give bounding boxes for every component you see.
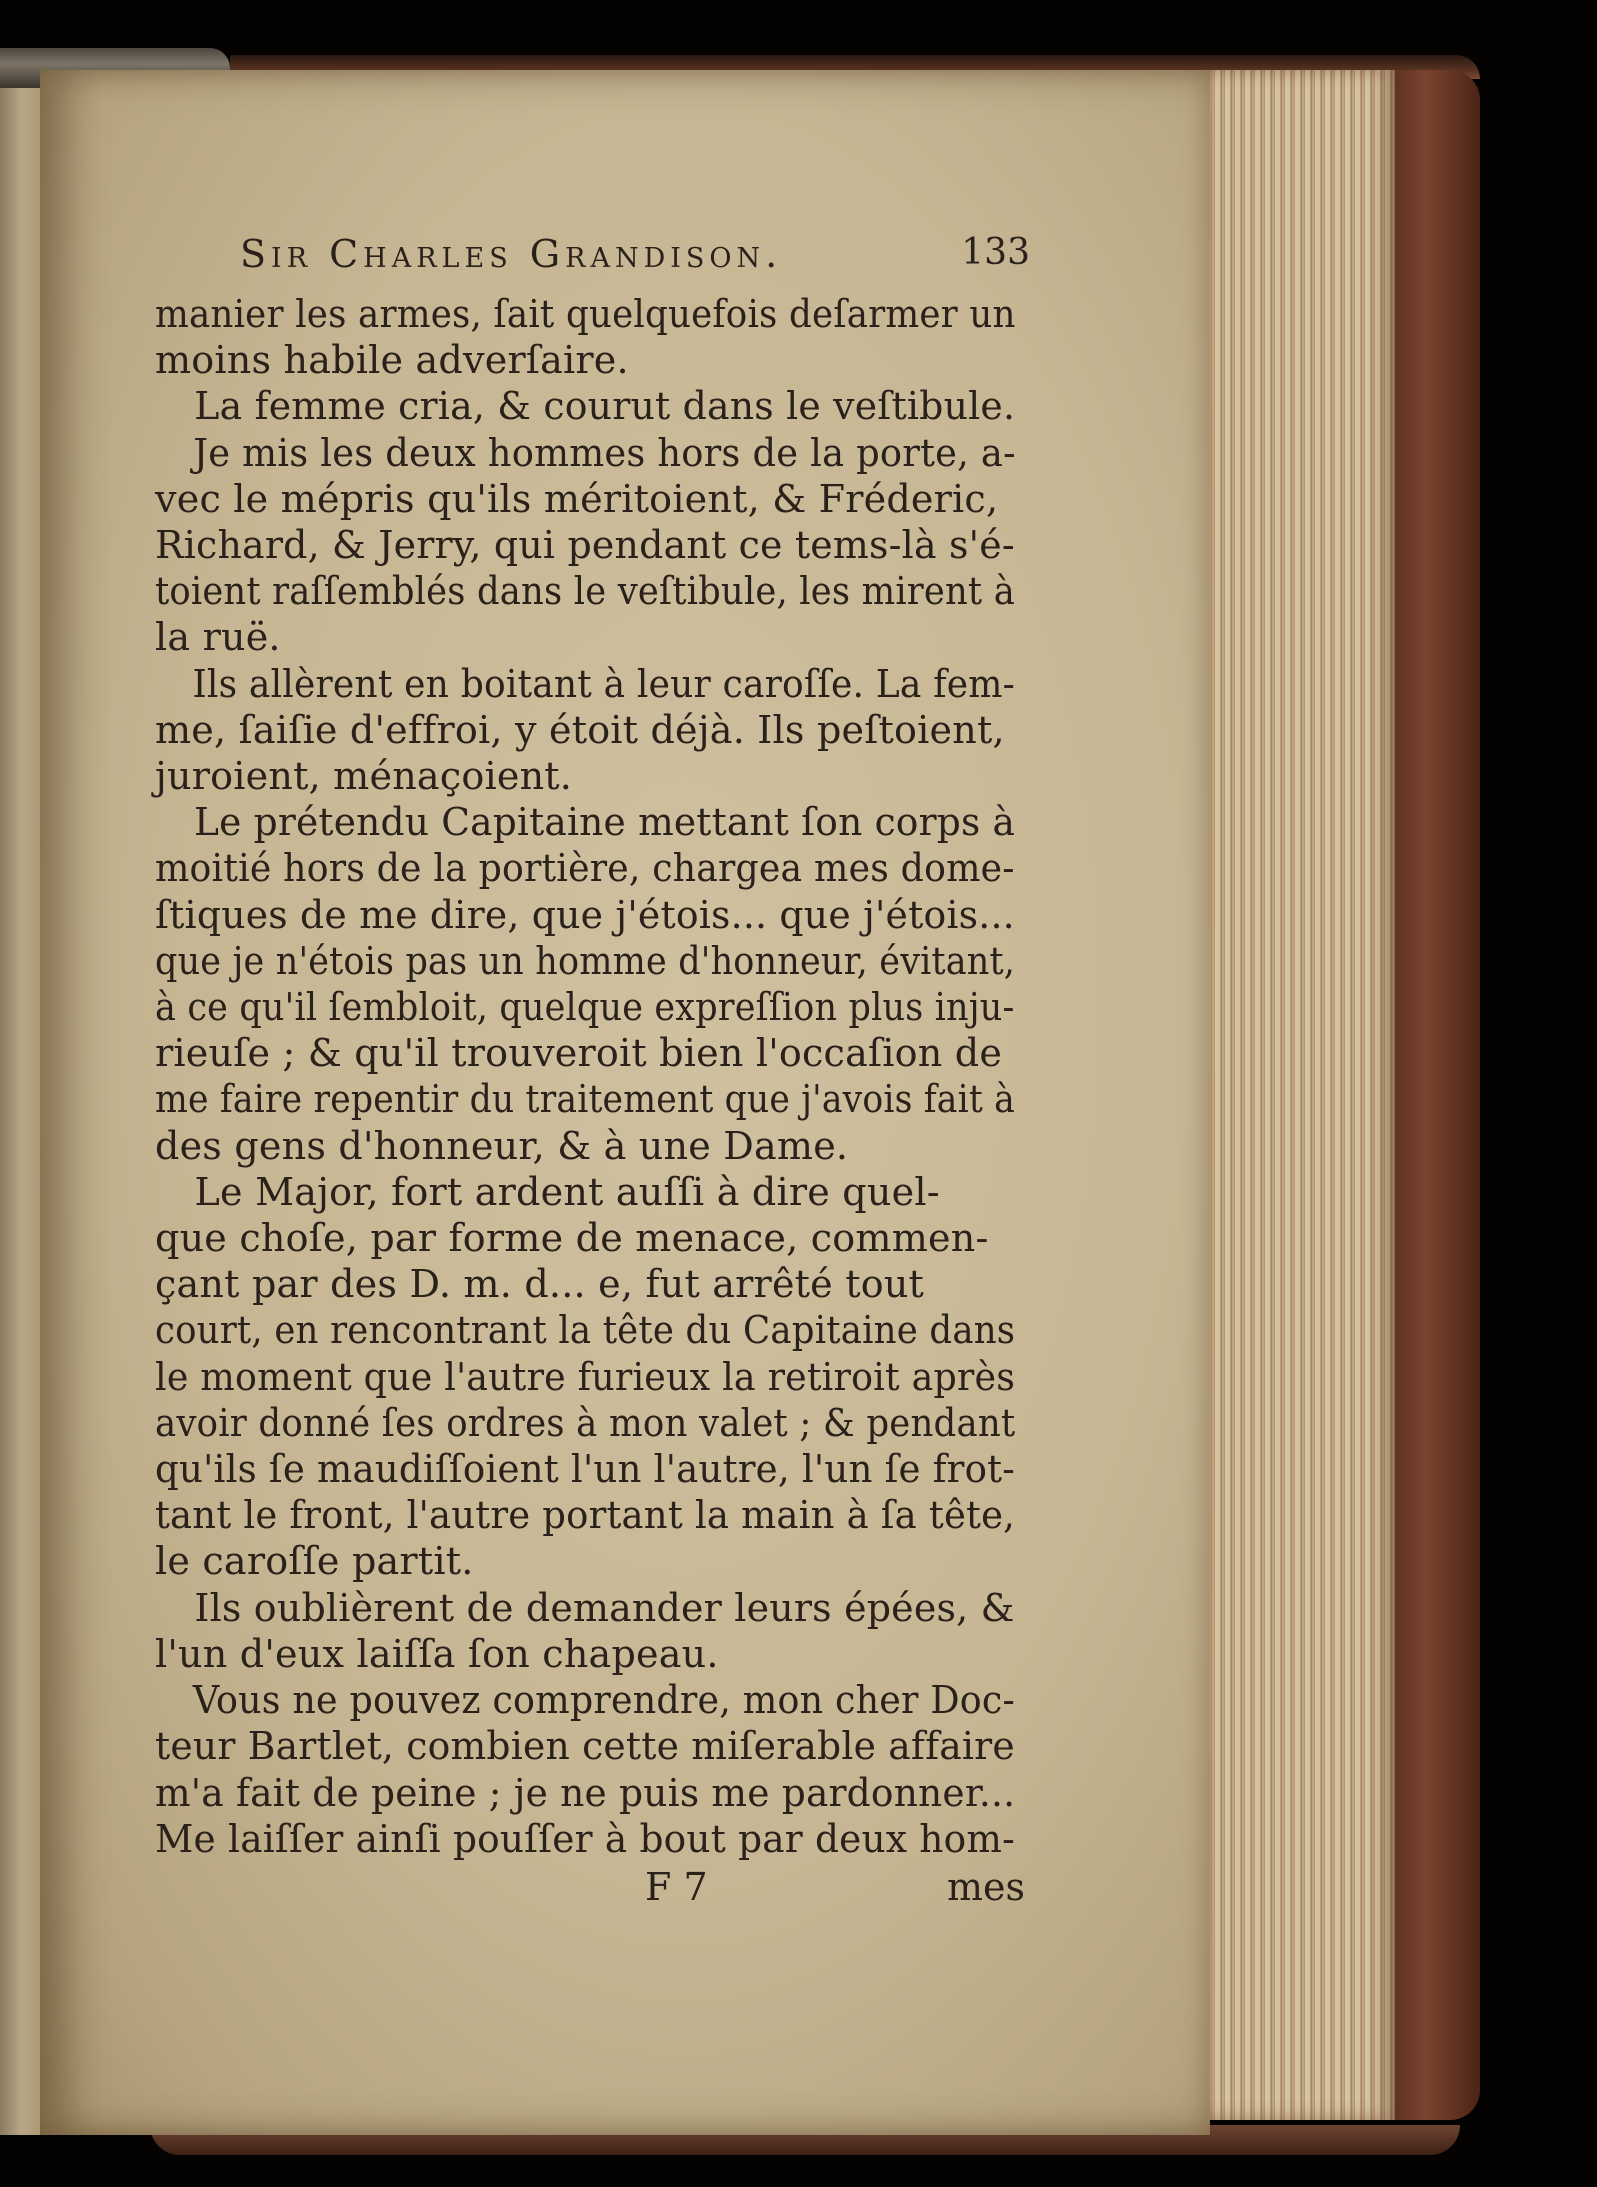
text-line: avoir donné ſes ordres à mon valet ; & pendant xyxy=(155,1400,1016,1446)
signature-mark: F 7 xyxy=(645,1865,708,1909)
book-cover-right xyxy=(1390,70,1480,2120)
text-line: des gens d'honneur, & à une Dame. xyxy=(155,1123,849,1169)
text-line: le moment que l'autre furieux la retiroit après xyxy=(155,1354,1016,1400)
text-line: que je n'étois pas un homme d'honneur, évitant, xyxy=(155,938,1016,984)
text-line: le caroſſe partit. xyxy=(155,1539,474,1585)
text-line: l'un d'eux laiſſa ſon chapeau. xyxy=(155,1631,719,1677)
text-line: teur Bartlet, combien cette miſerable affaire xyxy=(155,1724,1015,1770)
text-line: moins habile adverſaire. xyxy=(155,338,629,384)
text-line: Le Major, fort ardent auſſi à dire quel- xyxy=(194,1169,940,1215)
text-line: Ils allèrent en boitant à leur caroſſe. La fem- xyxy=(192,661,1015,707)
text-line: Je mis les deux hommes hors de la porte, a- xyxy=(193,430,1016,476)
text-line: me, ſaiſie d'effroi, y étoit déjà. Ils peſtoient, xyxy=(155,707,1005,753)
text-line: court, en rencontrant la tête du Capitaine dans xyxy=(155,1308,1016,1354)
text-line: Ils oublièrent de demander leurs épées, & xyxy=(194,1585,1015,1631)
text-line: Me laiſſer ainſi pouſſer à bout par deux hom- xyxy=(155,1816,1015,1862)
text-line: Vous ne pouvez comprendre, mon cher Doc- xyxy=(192,1678,1015,1724)
text-line: la ruë. xyxy=(155,615,281,661)
page-footer xyxy=(155,1865,1025,1911)
text-line: ſtiques de me dire, que j'étois... que j'étois... xyxy=(155,892,1015,938)
page-number: 133 xyxy=(961,232,1030,273)
text-line: moitié hors de la portière, chargea mes dome- xyxy=(155,846,1015,892)
text-line: vec le mépris qu'ils méritoient, & Fréderic, xyxy=(155,476,999,522)
text-line: rieuſe ; & qu'il trouveroit bien l'occaſion de xyxy=(155,1031,1003,1077)
text-line: manier les armes, ſait quelquefois deſarmer un xyxy=(155,292,1016,337)
catchword: mes xyxy=(946,1865,1025,1909)
text-line: toient raſſemblés dans le veſtibule, les mirent à xyxy=(155,569,1015,615)
running-head xyxy=(240,232,1030,282)
text-line: que choſe, par forme de menace, commen- xyxy=(155,1216,989,1262)
text-line: Richard, & Jerry, qui pendant ce tems-là s'é- xyxy=(155,523,1015,569)
text-line: qu'ils ſe maudiſſoient l'un l'autre, l'un ſe frot- xyxy=(155,1447,1016,1493)
text-line: à ce qu'il ſembloit, quelque expreſſion plus inju- xyxy=(155,985,1015,1031)
body-text xyxy=(155,292,1025,1863)
text-line: juroient, ménaçoient. xyxy=(155,754,573,800)
page-block-edges xyxy=(1195,70,1395,2120)
running-title: Sir Charles Grandison. xyxy=(240,232,783,276)
text-line: me faire repentir du traitement que j'avois fait à xyxy=(155,1077,1015,1123)
text-line: m'a fait de peine ; je ne puis me pardonner... xyxy=(155,1770,1016,1816)
text-line: La femme cria, & courut dans le veſtibule. xyxy=(194,384,1016,430)
text-line: Le prétendu Capitaine mettant ſon corps à xyxy=(194,800,1016,846)
text-line: çant par des D. m. d... e, fut arrêté tout xyxy=(155,1262,925,1308)
text-line: tant le front, l'autre portant la main à ſa tête, xyxy=(155,1493,1016,1539)
